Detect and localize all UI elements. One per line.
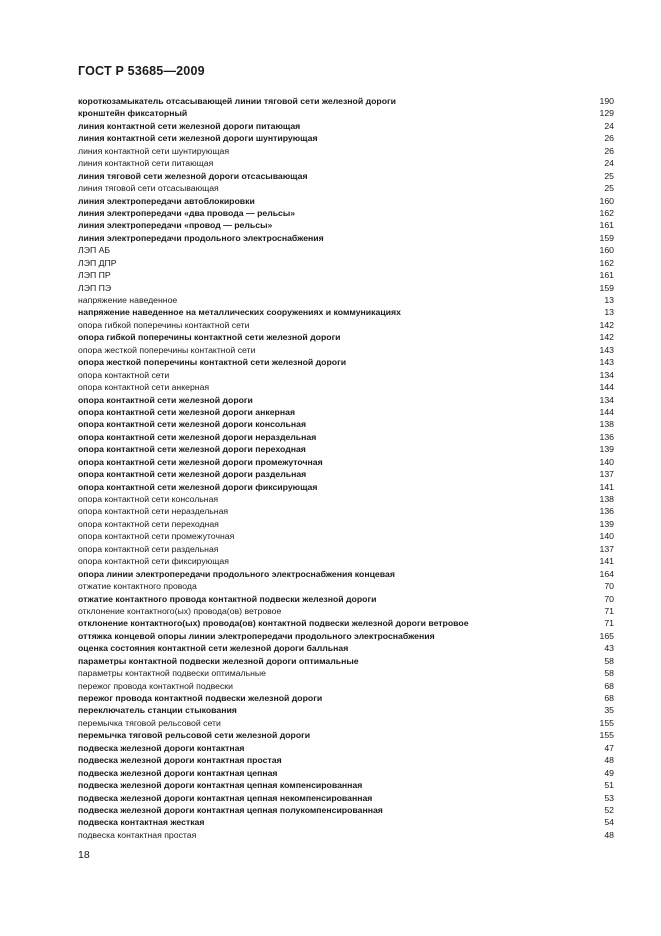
index-term: линия контактной сети железной дороги шунтирующая xyxy=(78,133,318,144)
index-entry xyxy=(78,232,614,244)
index-page-ref: 139 xyxy=(599,518,614,529)
index-entry xyxy=(78,530,614,542)
index-term: опора жесткой поперечины контактной сети xyxy=(78,344,256,355)
index-entry xyxy=(78,306,614,318)
index-term: линия контактной сети железной дороги питающая xyxy=(78,120,301,131)
index-term: оттяжка концевой опоры линии электропередачи продольного электроснабжения xyxy=(78,630,435,641)
index-entry xyxy=(78,779,614,791)
index-term: опора контактной сети раздельная xyxy=(78,543,219,554)
index-term: параметры контактной подвески оптимальные xyxy=(78,668,267,679)
index-page-ref: 58 xyxy=(604,655,614,666)
index-entry xyxy=(78,742,614,754)
index-entry xyxy=(78,580,614,592)
index-page-ref: 68 xyxy=(604,680,614,691)
index-entry xyxy=(78,356,614,368)
index-term: подвеска железной дороги контактная цепная некомпенсированная xyxy=(78,792,373,803)
index-page-ref: 134 xyxy=(599,394,614,405)
index-page-ref: 155 xyxy=(599,730,614,741)
index-page-ref: 54 xyxy=(604,817,614,828)
index-entry xyxy=(78,282,614,294)
index-page-ref: 137 xyxy=(599,543,614,554)
index-entry xyxy=(78,568,614,580)
index-term: переключатель станции стыкования xyxy=(78,705,237,716)
index-page-ref: 142 xyxy=(599,332,614,343)
index-term: подвеска железной дороги контактная простая xyxy=(78,755,282,766)
index-entry xyxy=(78,593,614,605)
index-page-ref: 142 xyxy=(599,319,614,330)
index-page-ref: 53 xyxy=(604,792,614,803)
index-entry xyxy=(78,680,614,692)
index-entry xyxy=(78,120,614,132)
index-term: опора контактной сети железной дороги анкерная xyxy=(78,406,296,417)
index-page-ref: 160 xyxy=(599,245,614,256)
index-term: линия тяговой сети железной дороги отсасывающая xyxy=(78,170,308,181)
index-entry xyxy=(78,717,614,729)
index-term: опора контактной сети железной дороги xyxy=(78,394,253,405)
index-entry xyxy=(78,481,614,493)
index-term: кронштейн фиксаторный xyxy=(78,108,188,119)
index-page-ref: 129 xyxy=(599,108,614,119)
index-term: опора контактной сети консольная xyxy=(78,494,219,504)
index-entry xyxy=(78,132,614,144)
index-page-ref: 49 xyxy=(604,767,614,778)
index-term: ЛЭП ДПР xyxy=(78,257,117,268)
index-term: опора контактной сети железной дороги консольная xyxy=(78,419,307,430)
index-entry xyxy=(78,829,614,841)
index-entry xyxy=(78,344,614,356)
index-term: линия контактной сети питающая xyxy=(78,158,214,169)
index-page-ref: 165 xyxy=(599,630,614,641)
index-term: перемычка тяговой рельсовой сети xyxy=(78,717,221,728)
index-term: оценка состояния контактной сети железной дороги балльная xyxy=(78,643,349,654)
index-term: напряжение наведенное на металлических сооружениях и коммуникациях xyxy=(78,307,401,318)
index-page-ref: 68 xyxy=(604,693,614,703)
index-entry xyxy=(78,792,614,804)
index-page-ref: 162 xyxy=(599,257,614,268)
index-page-ref: 136 xyxy=(599,506,614,517)
index-entry xyxy=(78,767,614,779)
index-page-ref: 137 xyxy=(599,469,614,480)
index-entry xyxy=(78,406,614,418)
index-page-ref: 136 xyxy=(599,431,614,442)
index-entry xyxy=(78,244,614,256)
index-entry xyxy=(78,394,614,406)
index-entry xyxy=(78,518,614,530)
index-entry xyxy=(78,182,614,194)
index-page-ref: 143 xyxy=(599,357,614,368)
index-entry xyxy=(78,642,614,654)
index-page-ref: 190 xyxy=(599,96,614,106)
index-term: отклонение контактного(ых) провода(ов) ветровое xyxy=(78,605,282,616)
index-term: перемычка тяговой рельсовой сети железной дороги xyxy=(78,730,311,741)
index-term: опора контактной сети железной дороги промежуточная xyxy=(78,456,323,467)
index-entry xyxy=(78,170,614,182)
index-term: отжатие контактного провода контактной подвески железной дороги xyxy=(78,593,377,604)
index-term: подвеска железной дороги контактная цепная компенсированная xyxy=(78,780,363,791)
index-page-ref: 138 xyxy=(599,494,614,504)
index-term: подвеска железной дороги контактная цепная полукомпенсированная xyxy=(78,804,383,815)
index-term: опора контактной сети анкерная xyxy=(78,382,210,393)
index-page-ref: 70 xyxy=(604,593,614,604)
index-term: ЛЭП АБ xyxy=(78,245,111,256)
index-entry xyxy=(78,555,614,567)
index-entry xyxy=(78,319,614,331)
index-page-ref: 25 xyxy=(604,183,614,194)
index-page-ref: 26 xyxy=(604,133,614,144)
index-entry xyxy=(78,692,614,704)
index-page-ref: 141 xyxy=(599,481,614,492)
document-header: ГОСТ Р 53685—2009 xyxy=(78,64,205,78)
index-entry xyxy=(78,369,614,381)
index-page-ref: 160 xyxy=(599,195,614,206)
index-page-ref: 143 xyxy=(599,344,614,355)
index-page-ref: 48 xyxy=(604,829,614,840)
index-entry xyxy=(78,95,614,107)
index-page-ref: 71 xyxy=(604,618,614,629)
index-entry xyxy=(78,605,614,617)
index-entry xyxy=(78,543,614,555)
index-entry xyxy=(78,617,614,629)
index-entry xyxy=(78,431,614,443)
index-entry xyxy=(78,816,614,828)
index-term: ЛЭП ПР xyxy=(78,270,111,281)
index-entry xyxy=(78,157,614,169)
index-page-ref: 134 xyxy=(599,369,614,380)
index-page-ref: 159 xyxy=(599,282,614,293)
index-page-ref: 161 xyxy=(599,270,614,281)
index-term: опора контактной сети переходная xyxy=(78,518,219,529)
index-entry xyxy=(78,630,614,642)
index-page-ref: 141 xyxy=(599,556,614,567)
index-term: ЛЭП ПЭ xyxy=(78,282,112,293)
index-term: подвеска железной дороги контактная цепная xyxy=(78,767,278,778)
index-term: подвеска железной дороги контактная xyxy=(78,742,245,753)
index-entry xyxy=(78,107,614,119)
index-term: опора контактной сети промежуточная xyxy=(78,531,235,542)
index-page-ref: 58 xyxy=(604,668,614,679)
index-entry xyxy=(78,493,614,505)
index-page-ref: 70 xyxy=(604,581,614,592)
index-term: линия электропередачи автоблокировки xyxy=(78,195,255,206)
index-page-ref: 26 xyxy=(604,145,614,156)
index-term: опора контактной сети фиксирующая xyxy=(78,556,229,567)
index-term: отжатие контактного провода xyxy=(78,581,197,592)
index-term: напряжение наведенное xyxy=(78,295,178,305)
index-term: опора гибкой поперечины контактной сети железной дороги xyxy=(78,332,341,343)
index-entry xyxy=(78,443,614,455)
index-page-ref: 140 xyxy=(599,456,614,467)
index-term: линия электропередачи продольного электроснабжения xyxy=(78,232,324,243)
index-term: параметры контактной подвески железной дороги оптимальные xyxy=(78,655,359,666)
index-entry xyxy=(78,655,614,667)
index-page-ref: 25 xyxy=(604,170,614,181)
index-term: короткозамыкатель отсасывающей линии тяговой сети железной дороги xyxy=(78,96,396,106)
index-entry xyxy=(78,468,614,480)
index-page-ref: 71 xyxy=(604,605,614,616)
index-page-ref: 155 xyxy=(599,717,614,728)
index-page-ref: 144 xyxy=(599,382,614,393)
index-term: опора контактной сети xyxy=(78,369,170,380)
index-entry xyxy=(78,195,614,207)
index-entry xyxy=(78,704,614,716)
index-entry xyxy=(78,729,614,741)
index-entry xyxy=(78,257,614,269)
index-entry xyxy=(78,294,614,306)
index-term: опора линии электропередачи продольного электроснабжения концевая xyxy=(78,568,395,579)
index-entry xyxy=(78,754,614,766)
term-index-list xyxy=(78,95,614,841)
index-page-ref: 159 xyxy=(599,232,614,243)
index-page-ref: 139 xyxy=(599,444,614,455)
index-term: опора контактной сети железной дороги нераздельная xyxy=(78,431,317,442)
index-page-ref: 144 xyxy=(599,406,614,417)
index-term: опора гибкой поперечины контактной сети xyxy=(78,319,250,330)
index-term: опора контактной сети железной дороги раздельная xyxy=(78,469,307,480)
index-entry xyxy=(78,418,614,430)
index-page-ref: 47 xyxy=(604,742,614,753)
index-entry xyxy=(78,331,614,343)
index-term: пережог провода контактной подвески xyxy=(78,680,233,691)
index-term: линия электропередачи «провод — рельсы» xyxy=(78,220,273,231)
index-term: опора жесткой поперечины контактной сети железной дороги xyxy=(78,357,347,368)
index-entry xyxy=(78,381,614,393)
index-page-ref: 43 xyxy=(604,643,614,654)
index-term: пережог провода контактной подвески железной дороги xyxy=(78,693,323,703)
index-term: линия электропередачи «два провода — рельсы» xyxy=(78,207,296,218)
index-term: опора контактной сети железной дороги фиксирующая xyxy=(78,481,318,492)
index-term: подвеска контактная жесткая xyxy=(78,817,205,828)
index-page-ref: 13 xyxy=(604,307,614,318)
index-page-ref: 138 xyxy=(599,419,614,430)
index-page-ref: 35 xyxy=(604,705,614,716)
index-page-ref: 13 xyxy=(604,295,614,305)
index-page-ref: 140 xyxy=(599,531,614,542)
index-page-ref: 52 xyxy=(604,804,614,815)
index-term: подвеска контактная простая xyxy=(78,829,197,840)
index-term: отклонение контактного(ых) провода(ов) контактной подвески железной дороги ветровое xyxy=(78,618,469,629)
index-page-ref: 51 xyxy=(604,780,614,791)
index-entry xyxy=(78,207,614,219)
index-page-ref: 162 xyxy=(599,207,614,218)
index-term: опора контактной сети нераздельная xyxy=(78,506,229,517)
index-term: линия контактной сети шунтирующая xyxy=(78,145,230,156)
index-page-ref: 161 xyxy=(599,220,614,231)
index-page-ref: 164 xyxy=(599,568,614,579)
index-entry xyxy=(78,505,614,517)
index-page-ref: 24 xyxy=(604,120,614,131)
index-entry xyxy=(78,804,614,816)
index-term: линия тяговой сети отсасывающая xyxy=(78,183,219,194)
index-entry xyxy=(78,456,614,468)
index-entry xyxy=(78,145,614,157)
index-entry xyxy=(78,667,614,679)
index-entry xyxy=(78,269,614,281)
index-term: опора контактной сети железной дороги переходная xyxy=(78,444,306,455)
index-entry xyxy=(78,219,614,231)
index-page-ref: 48 xyxy=(604,755,614,766)
page-number: 18 xyxy=(78,849,90,861)
index-page-ref: 24 xyxy=(604,158,614,169)
